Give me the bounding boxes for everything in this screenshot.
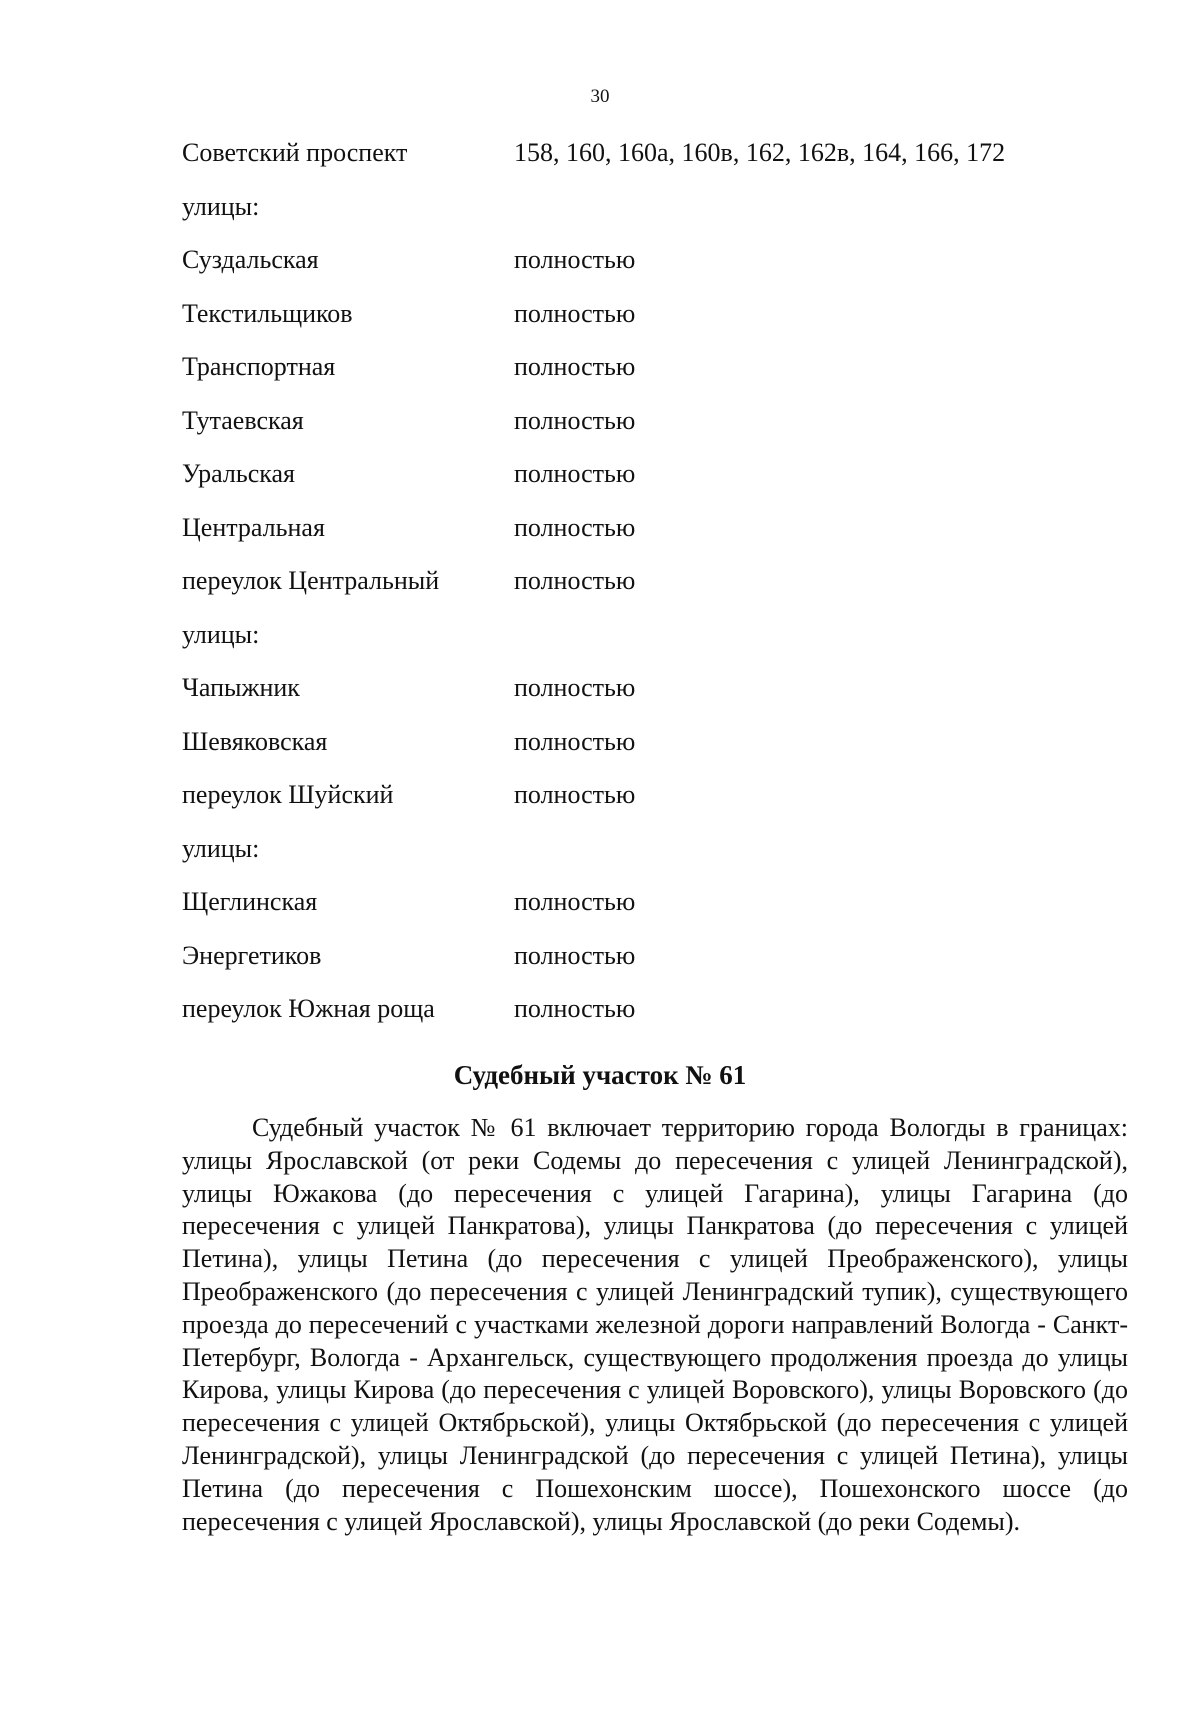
- street-name: Советский проспект: [182, 138, 408, 167]
- street-list: [182, 138, 1122, 1048]
- street-name: Щеглинская: [182, 887, 318, 916]
- street-row: [182, 299, 1122, 353]
- page-number: 30: [590, 86, 610, 107]
- street-coverage: полностью: [514, 405, 636, 435]
- street-row: [182, 994, 1122, 1048]
- street-name: Тутаевская: [182, 405, 304, 435]
- street-name: Центральная: [182, 512, 325, 542]
- street-group-label-row: [182, 834, 1122, 888]
- street-group-label: улицы:: [182, 191, 260, 221]
- street-group-label-row: [182, 192, 1122, 246]
- street-row: [182, 459, 1122, 513]
- street-coverage: 158, 160, 160а, 160в, 162, 162в, 164, 166, 172: [514, 138, 1006, 167]
- street-row: [182, 941, 1122, 995]
- street-row: [182, 566, 1122, 620]
- street-name: переулок Центральный: [182, 566, 440, 595]
- street-group-label: улицы:: [182, 619, 260, 649]
- street-row: [182, 887, 1122, 941]
- street-row: [182, 780, 1122, 834]
- street-name: Уральская: [182, 459, 296, 488]
- street-row: [182, 673, 1122, 727]
- street-row: [182, 727, 1122, 781]
- section-heading: Судебный участок № 61: [453, 1060, 747, 1090]
- street-coverage: полностью: [514, 298, 636, 328]
- section-paragraph: Судебный участок № 61 включает территорию города Вологды в границах: улицы Ярославской (от реки Содемы до пересечения с улицей Ленинградской), улицы Южакова (до пересечения с улицей Гагарина), улицы Гагарина (до пересечения с улицей Панкратова), улицы Панкратова (до пересечения с улицей Петина), улицы Петина (до пересечения с улицей Преображенского), улицы Преображенского (до пересечения с улицей Ленинградский тупик), существующего проезда до пересечений с участками железной дороги направлений Вологда - Санкт-Петербург, Вологда - Архангельск, существующего продолжения проезда до улицы Кирова, улицы Кирова (до пересечения с улицей Воровского), улицы Воровского (до пересечения с улицей Октябрьской), улицы Октябрьской (до пересечения с улицей Ленинградской), улицы Ленинградской (до пересечения с улицей Петина), улицы Петина (до пересечения с Пошехонским шоссе), Пошехонского шоссе (до пересечения с улицей Ярославской), улицы Ярославской (до реки Содемы).: [182, 1113, 1128, 1536]
- street-coverage: полностью: [514, 459, 636, 488]
- street-row: [182, 138, 1122, 192]
- street-coverage: полностью: [514, 566, 636, 595]
- street-row: [182, 513, 1122, 567]
- street-coverage: полностью: [514, 512, 636, 542]
- street-row: [182, 406, 1122, 460]
- street-coverage: полностью: [514, 673, 636, 702]
- street-group-label-row: [182, 620, 1122, 674]
- street-coverage: полностью: [514, 245, 636, 274]
- street-coverage: полностью: [514, 887, 636, 916]
- street-coverage: полностью: [514, 726, 636, 756]
- street-row: [182, 245, 1122, 299]
- street-name: переулок Южная роща: [182, 994, 435, 1023]
- street-coverage: полностью: [514, 940, 636, 970]
- street-row: [182, 352, 1122, 406]
- street-coverage: полностью: [514, 352, 636, 381]
- street-name: Чапыжник: [182, 673, 300, 702]
- street-coverage: полностью: [514, 994, 636, 1023]
- street-name: переулок Шуйский: [182, 780, 394, 809]
- street-name: Шевяковская: [182, 726, 328, 756]
- street-coverage: полностью: [514, 780, 636, 809]
- street-name: Транспортная: [182, 352, 336, 381]
- street-name: Суздальская: [182, 245, 319, 274]
- street-name: Энергетиков: [182, 940, 322, 970]
- street-group-label: улицы:: [182, 833, 260, 863]
- street-name: Текстильщиков: [182, 298, 353, 328]
